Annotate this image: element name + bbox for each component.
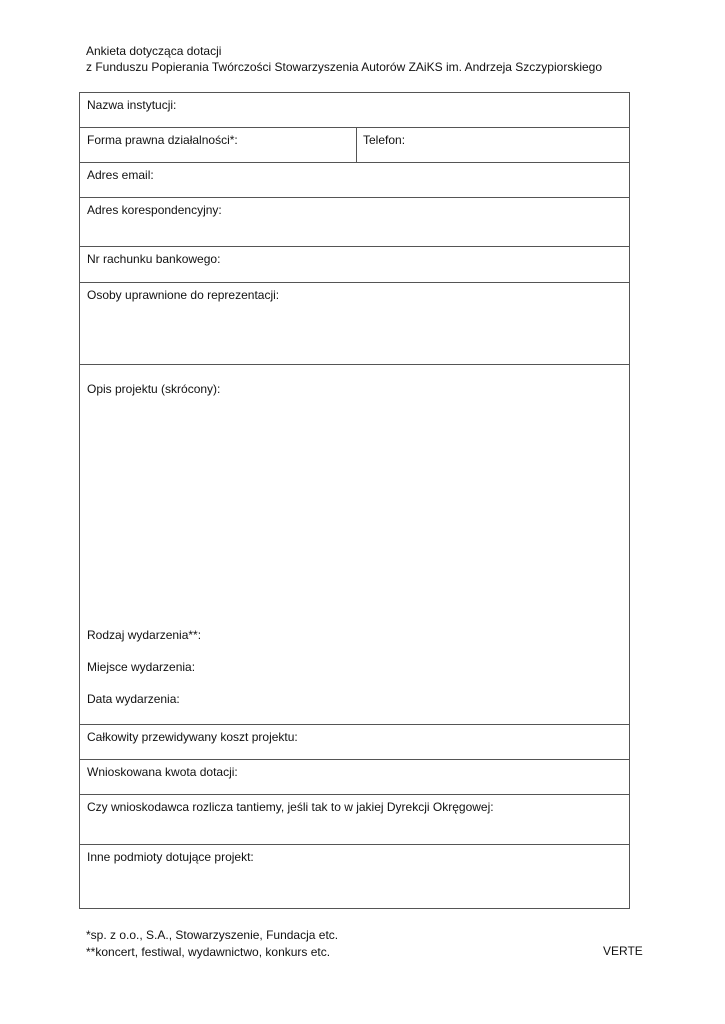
row-email[interactable] — [80, 163, 629, 198]
label-representatives: Osoby uprawnione do reprezentacji: — [87, 288, 280, 302]
row-institution-name[interactable] — [80, 93, 629, 128]
header-title: Ankieta dotycząca dotacji — [86, 44, 222, 58]
label-royalties: Czy wnioskodawca rozlicza tantiemy, jeśli tak to w jakiej Dyrekcji Okręgowej: — [87, 800, 494, 814]
grant-form-table — [79, 92, 630, 909]
label-correspondence-address: Adres korespondencyjny: — [87, 203, 222, 217]
label-legal-form: Forma prawna działalności*: — [87, 133, 238, 147]
verte-label: VERTE — [603, 944, 643, 958]
row-project-description[interactable] — [80, 365, 629, 725]
label-email: Adres email: — [87, 168, 154, 182]
row-correspondence-address[interactable] — [80, 198, 629, 247]
label-requested-amount: Wnioskowana kwota dotacji: — [87, 765, 238, 779]
header-subtitle: z Funduszu Popierania Twórczości Stowarzyszenia Autorów ZAiKS im. Andrzeja Szczypiorskiego — [86, 60, 603, 74]
label-event-type: Rodzaj wydarzenia**: — [87, 628, 202, 642]
row-other-funders[interactable] — [80, 845, 629, 910]
row-representatives[interactable] — [80, 283, 629, 365]
label-other-funders: Inne podmioty dotujące projekt: — [87, 850, 254, 864]
label-event-place: Miejsce wydarzenia: — [87, 660, 196, 674]
row-requested-amount[interactable] — [80, 760, 629, 795]
footnotes — [86, 927, 338, 961]
row-total-cost[interactable] — [80, 725, 629, 760]
row-bank-account[interactable] — [80, 247, 629, 283]
label-project-description: Opis projektu (skrócony): — [87, 382, 221, 396]
row-royalties[interactable] — [80, 795, 629, 845]
label-institution-name: Nazwa instytucji: — [87, 98, 177, 112]
label-total-cost: Całkowity przewidywany koszt projektu: — [87, 730, 298, 744]
footnote-legal-form: *sp. z o.o., S.A., Stowarzyszenie, Fundacja etc. — [86, 928, 339, 942]
label-phone: Telefon: — [363, 133, 406, 147]
cell-divider — [356, 128, 357, 162]
footnote-event-type: **koncert, festiwal, wydawnictwo, konkurs etc. — [86, 945, 331, 959]
label-event-date: Data wydarzenia: — [87, 692, 180, 706]
row-legal-form-phone — [80, 128, 629, 163]
document-header — [86, 43, 602, 75]
label-bank-account: Nr rachunku bankowego: — [87, 252, 221, 266]
